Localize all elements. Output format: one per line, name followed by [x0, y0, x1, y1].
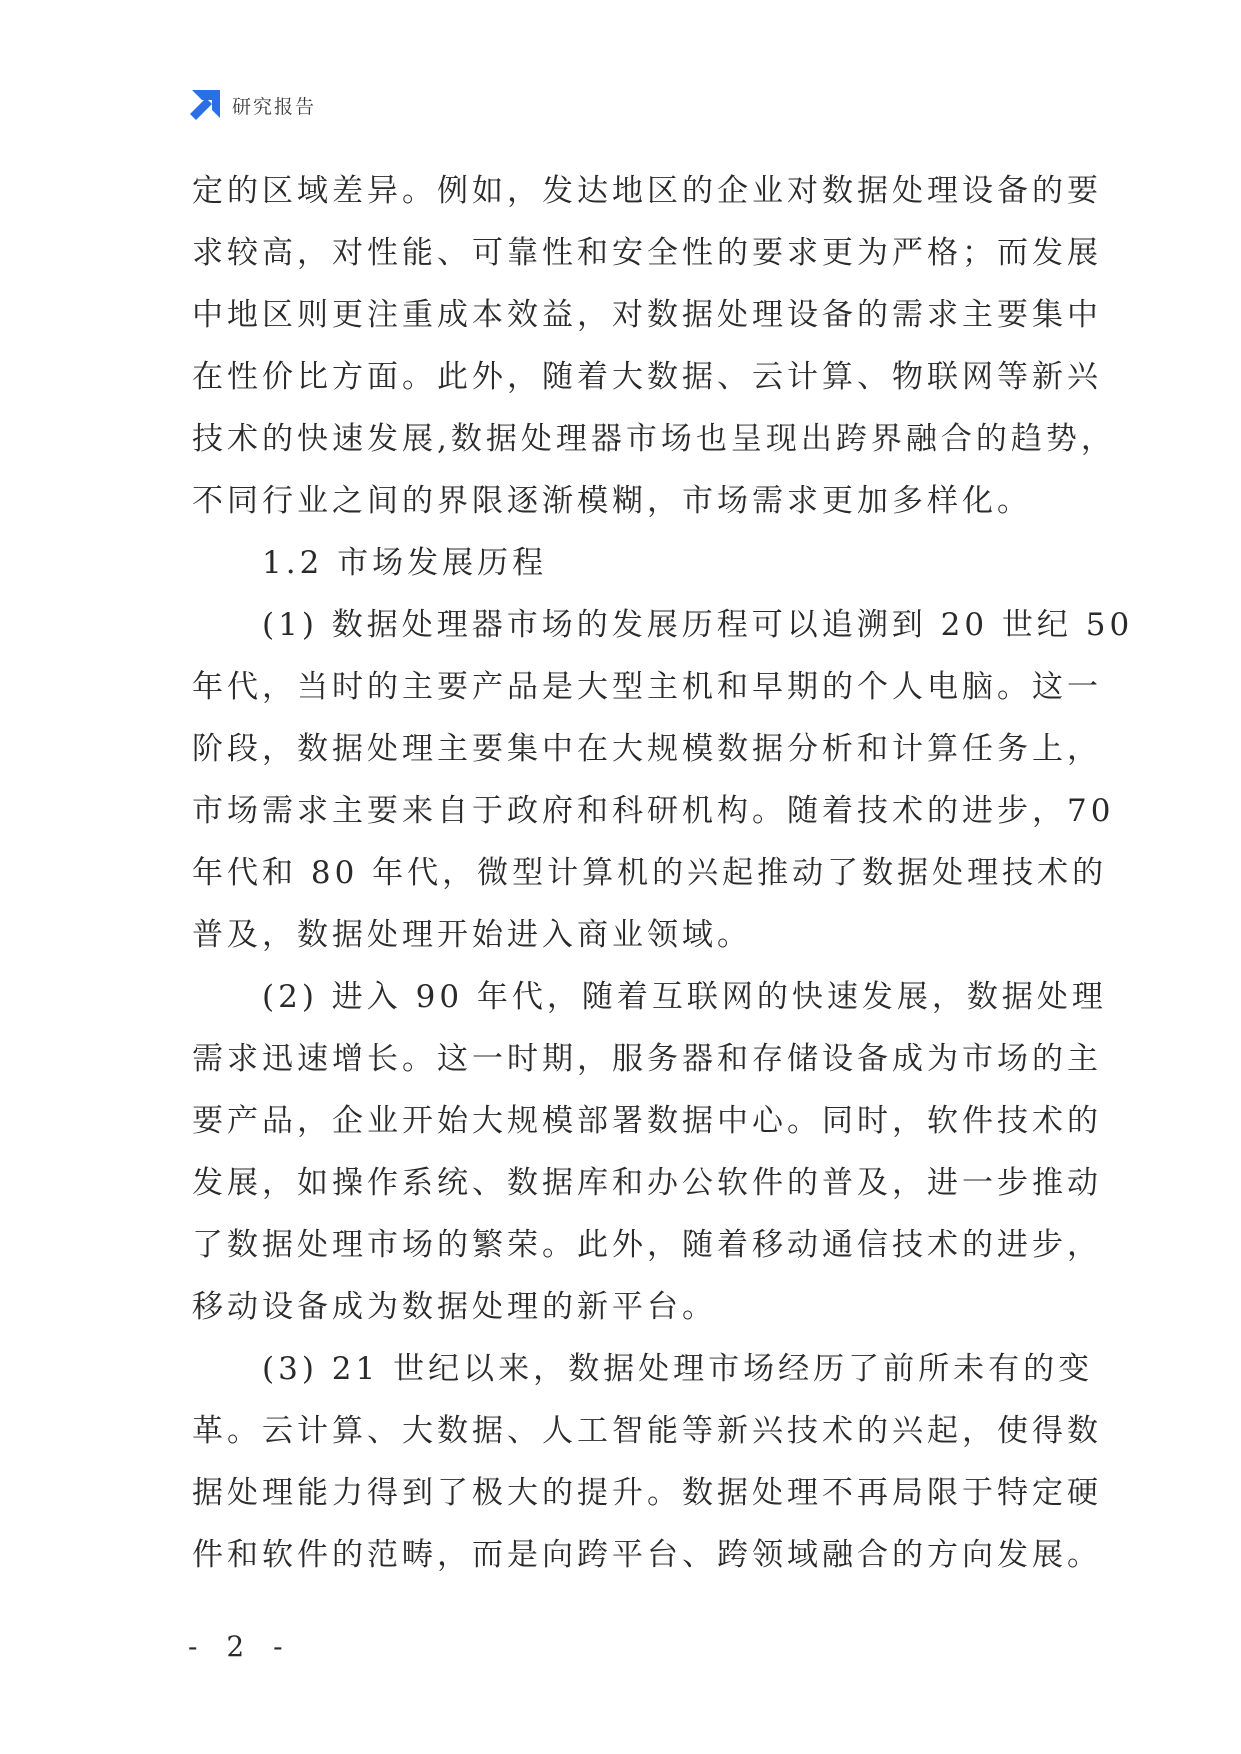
body-line: 技术的快速发展,数据处理器市场也呈现出跨界融合的趋势，	[192, 421, 1116, 457]
header-title: 研究报告	[232, 95, 317, 118]
page-header	[188, 88, 316, 122]
body-line: 了数据处理市场的繁荣。此外，随着移动通信技术的进步，	[192, 1227, 1102, 1263]
body-line: 在性价比方面。此外，随着大数据、云计算、物联网等新兴	[192, 359, 1102, 395]
body-line: 市场需求主要来自于政府和科研机构。随着技术的进步，70	[192, 793, 1115, 829]
section-heading: 1.2 市场发展历程	[262, 545, 548, 581]
body-line: 件和软件的范畴，而是向跨平台、跨领域融合的方向发展。	[192, 1537, 1102, 1573]
body-line: 年代和 80 年代，微型计算机的兴起推动了数据处理技术的	[192, 855, 1108, 891]
body-line: (2) 进入 90 年代，随着互联网的快速发展，数据处理	[262, 979, 1107, 1015]
body-line: 发展，如操作系统、数据库和办公软件的普及，进一步推动	[192, 1165, 1102, 1201]
body-line: 年代，当时的主要产品是大型主机和早期的个人电脑。这一	[192, 669, 1102, 705]
body-line: 阶段，数据处理主要集中在大规模数据分析和计算任务上，	[192, 731, 1102, 767]
body-line: 移动设备成为数据处理的新平台。	[192, 1289, 717, 1325]
body-line: 中地区则更注重成本效益，对数据处理设备的需求主要集中	[192, 297, 1102, 333]
body-line: 要产品，企业开始大规模部署数据中心。同时，软件技术的	[192, 1103, 1102, 1139]
body-line: 普及，数据处理开始进入商业领域。	[192, 917, 752, 953]
body-line: 革。云计算、大数据、人工智能等新兴技术的兴起，使得数	[192, 1413, 1102, 1449]
body-line: 不同行业之间的界限逐渐模糊，市场需求更加多样化。	[192, 483, 1032, 519]
body-line: 需求迅速增长。这一时期，服务器和存储设备成为市场的主	[192, 1041, 1102, 1077]
document-body	[192, 160, 1134, 1586]
body-line: (1) 数据处理器市场的发展历程可以追溯到 20 世纪 50	[262, 607, 1134, 643]
body-line: (3) 21 世纪以来，数据处理市场经历了前所未有的变	[262, 1351, 1094, 1387]
body-line: 定的区域差异。例如，发达地区的企业对数据处理设备的要	[192, 173, 1102, 209]
arrow-logo-icon	[188, 88, 222, 122]
page-number: - 2 -	[188, 1630, 293, 1663]
body-line: 据处理能力得到了极大的提升。数据处理不再局限于特定硬	[192, 1475, 1102, 1511]
body-line: 求较高，对性能、可靠性和安全性的要求更为严格；而发展	[192, 235, 1102, 271]
